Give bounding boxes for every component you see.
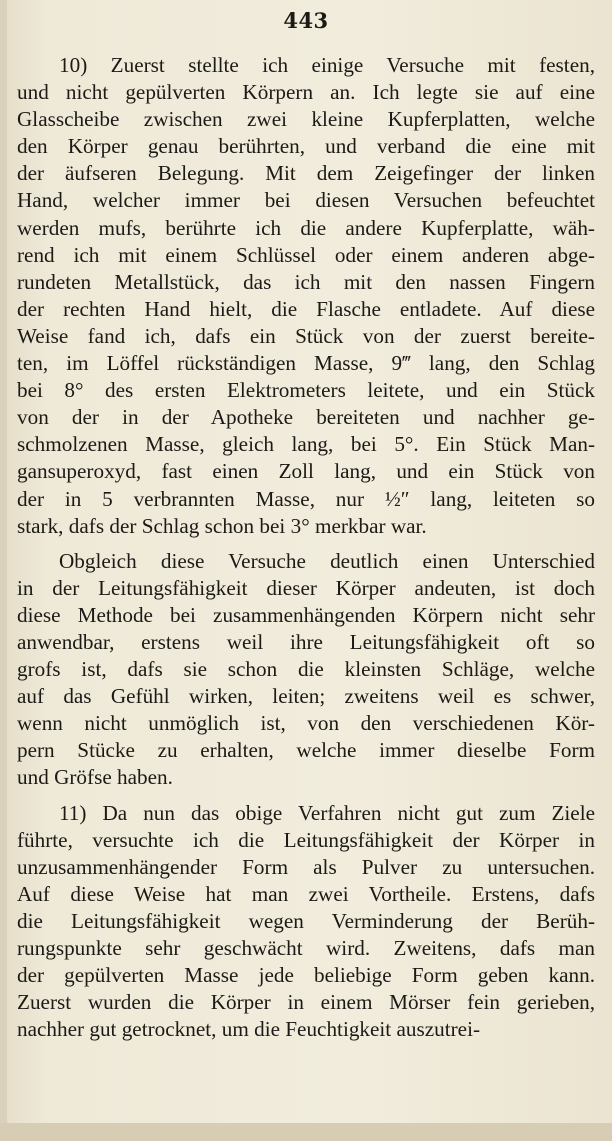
text-line: Auf diese Weise hat man zwei Vortheile. Erstens, dafs bbox=[17, 881, 595, 906]
text-line: rundeten Metallstück, das ich mit den nassen Fingern bbox=[17, 269, 595, 294]
text-line: der gepülverten Masse jede beliebige Form geben kann. bbox=[17, 963, 595, 988]
text-line: der äufseren Belegung. Mit dem Zeigefinger der linken bbox=[17, 161, 595, 186]
text-line: führte, versuchte ich die Leitungsfähigkeit der Körper in bbox=[17, 827, 595, 852]
text-line: ten, im Löffel rückständigen Masse, 9‴ lang, den Schlag bbox=[17, 351, 595, 376]
text-line: nachher gut getrocknet, um die Feuchtigkeit auszutrei- bbox=[17, 1017, 481, 1042]
paragraph-gap bbox=[17, 792, 595, 800]
body-text bbox=[17, 52, 595, 1043]
text-line: in der Leitungsfähigkeit dieser Körper andeuten, ist doch bbox=[17, 575, 595, 600]
paragraph bbox=[17, 548, 595, 792]
text-line: werden mufs, berührte ich die andere Kupferplatte, wäh- bbox=[17, 215, 595, 240]
text-line: und nicht gepülverten Körpern an. Ich legte sie auf eine bbox=[17, 80, 595, 105]
text-line: rungspunkte sehr geschwächt wird. Zweitens, dafs man bbox=[17, 936, 595, 960]
text-line: von der in der Apotheke bereiteten und nachher ge- bbox=[17, 405, 595, 430]
text-line: bei 8° des ersten Elektrometers leitete, und ein Stück bbox=[17, 378, 595, 403]
text-line: die Leitungsfähigkeit wegen Verminderung der Berüh- bbox=[17, 908, 595, 933]
text-line: und Gröfse haben. bbox=[17, 765, 173, 790]
text-line: pern Stücke zu erhalten, welche immer dieselbe Form bbox=[17, 738, 595, 763]
text-line: Hand, welcher immer bei diesen Versuchen befeuchtet bbox=[17, 188, 595, 213]
text-line: stark, dafs der Schlag schon bei 3° merkbar war. bbox=[17, 513, 427, 538]
text-line: unzusammenhängender Form als Pulver zu untersuchen. bbox=[17, 854, 595, 879]
text-line: Glasscheibe zwischen zwei kleine Kupferplatten, welche bbox=[17, 107, 595, 132]
text-line: schmolzenen Masse, gleich lang, bei 5°. Ein Stück Man- bbox=[17, 432, 595, 457]
text-line: 10) Zuerst stellte ich einige Versuche mit festen, bbox=[59, 53, 595, 77]
text-line: 11) Da nun das obige Verfahren nicht gut zum Ziele bbox=[59, 800, 595, 825]
page-gutter bbox=[0, 0, 7, 1141]
text-line: gansuperoxyd, fast einen Zoll lang, und ein Stück von bbox=[17, 459, 595, 484]
paragraph bbox=[17, 800, 595, 1044]
text-line: Weise fand ich, dafs ein Stück von der zuerst bereite- bbox=[17, 323, 595, 348]
text-line: Obgleich diese Versuche deutlich einen Unterschied bbox=[59, 548, 595, 573]
text-line: grofs ist, dafs sie schon die kleinsten Schläge, welche bbox=[17, 657, 595, 682]
text-line: anwendbar, erstens weil ihre Leitungsfähigkeit oft so bbox=[17, 629, 595, 654]
text-line: diese Methode bei zusammenhängenden Körpern nicht sehr bbox=[17, 602, 595, 627]
paragraph-gap bbox=[17, 540, 595, 548]
text-line: auf das Gefühl wirken, leiten; zweitens weil es schwer, bbox=[17, 684, 595, 709]
page-bottom-edge bbox=[0, 1123, 612, 1141]
text-line: der in 5 verbrannten Masse, nur ½″ lang, leiteten so bbox=[17, 486, 595, 511]
text-line: den Körper genau berührten, und verband die eine mit bbox=[17, 134, 595, 159]
text-line: der rechten Hand hielt, die Flasche entladete. Auf diese bbox=[17, 296, 595, 321]
text-line: Zuerst wurden die Körper in einem Mörser fein gerieben, bbox=[17, 990, 595, 1015]
text-line: rend ich mit einem Schlüssel oder einem anderen abge- bbox=[17, 242, 595, 267]
text-line: wenn nicht unmöglich ist, von den verschiedenen Kör- bbox=[17, 711, 595, 736]
paragraph bbox=[17, 52, 595, 540]
page-number: 443 bbox=[283, 8, 329, 33]
